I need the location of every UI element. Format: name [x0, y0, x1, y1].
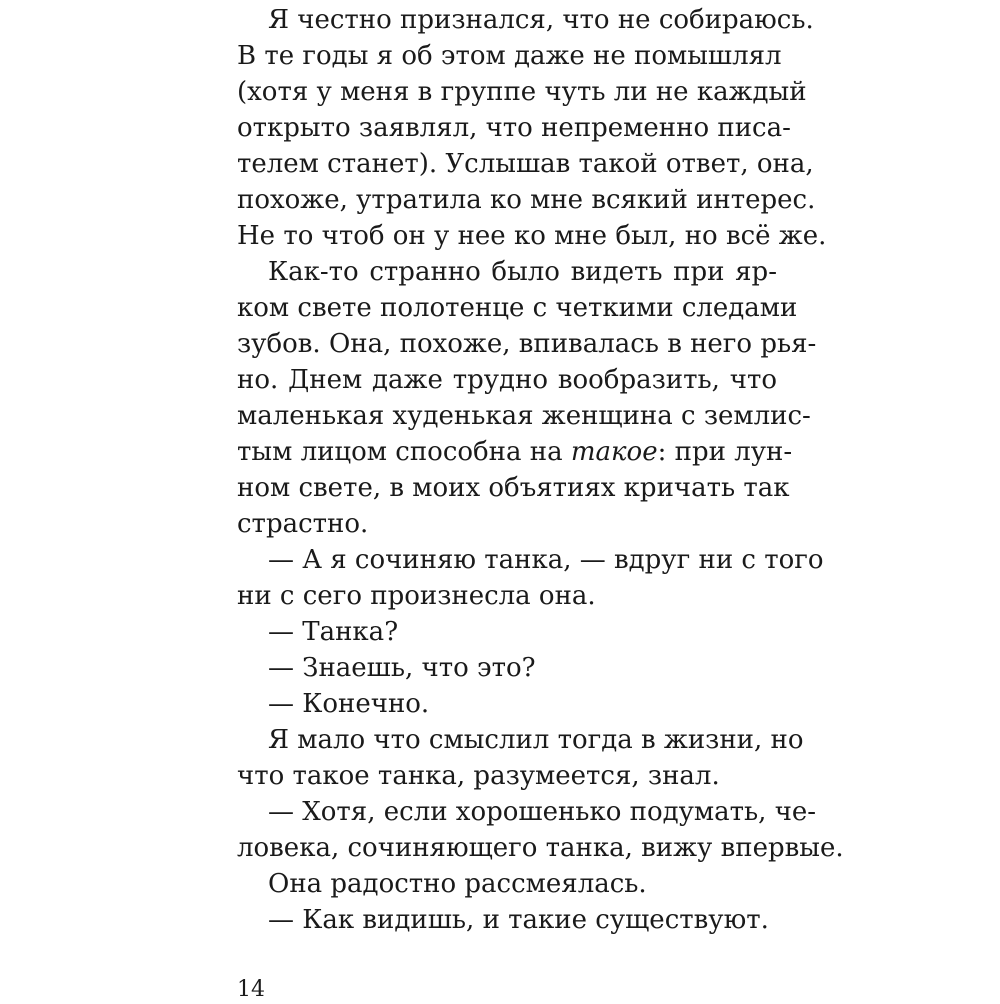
text-line: Как-то странно было видеть при яр-: [268, 257, 777, 287]
text-line: что такое танка, разумеется, знал.: [237, 761, 720, 791]
text-line: — Как видишь, и такие существуют.: [268, 905, 769, 935]
text-line: страстно.: [237, 509, 369, 539]
text-line: ном свете, в моих объятиях кричать так: [237, 473, 790, 503]
text-line: [237, 434, 793, 470]
text-line: зубов. Она, похоже, впивалась в него рья-: [237, 329, 817, 359]
text-line: ни с сего произнесла она.: [237, 581, 596, 611]
text-line: — Танка?: [268, 617, 399, 647]
text-line: — Конечно.: [268, 689, 430, 719]
page-number: 14: [237, 977, 265, 1002]
text-line: открыто заявлял, что непременно писа-: [237, 113, 791, 143]
text-line: — Хотя, если хорошенько подумать, че-: [268, 797, 817, 827]
text-line: ком свете полотенце с четкими следами: [237, 293, 798, 323]
text-line: похоже, утратила ко мне всякий интерес.: [237, 185, 816, 215]
text-line: Я мало что смыслил тогда в жизни, но: [268, 725, 804, 755]
text-line: телем станет). Услышав такой ответ, она,: [237, 149, 814, 179]
text-line: В те годы я об этом даже не помышлял: [237, 41, 782, 71]
text-line: маленькая худенькая женщина с землис-: [237, 401, 811, 431]
text-line: (хотя у меня в группе чуть ли не каждый: [237, 77, 807, 107]
text-segment: : при лун-: [657, 437, 793, 467]
emphasis-text: такое: [570, 437, 658, 467]
text-line: — Знаешь, что это?: [268, 653, 536, 683]
text-line: Не то чтоб он у нее ко мне был, но всё же.: [237, 221, 827, 251]
text-line: Она радостно рассмеялась.: [268, 869, 647, 899]
text-line: ловека, сочиняющего танка, вижу впервые.: [237, 833, 844, 863]
text-segment: тым лицом способна на: [237, 437, 571, 467]
text-line: но. Днем даже трудно вообразить, что: [237, 365, 777, 395]
text-line: Я честно признался, что не собираюсь.: [268, 5, 814, 35]
text-line: — А я сочиняю танка, — вдруг ни с того: [268, 545, 824, 575]
